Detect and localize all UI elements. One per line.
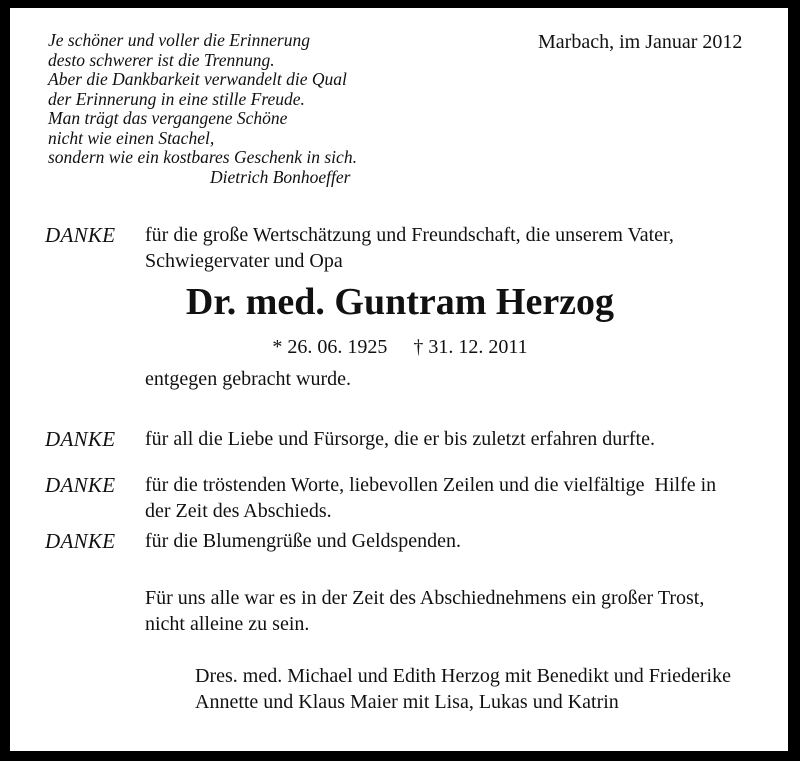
quote-line: Aber die Dankbarkeit verwandelt die Qual — [48, 69, 347, 89]
thanks-section-3 — [45, 472, 785, 524]
danke-label: DANKE — [45, 529, 116, 553]
comfort-paragraph — [145, 585, 704, 637]
quote-line: Man trägt das vergangene Schöne — [48, 108, 288, 128]
thanks-text — [145, 472, 785, 524]
thanks-text — [145, 528, 785, 554]
quote-line: der Erinnerung in eine stille Freude. — [48, 88, 305, 109]
deceased-name: Dr. med. Guntram Herzog — [185, 281, 615, 323]
thanks-text-line: für all die Liebe und Fürsorge, die er bis zuletzt erfahren durfte. — [145, 428, 655, 450]
thanks-section-1 — [45, 222, 785, 274]
thanks-text-line: Schwiegervater und Opa — [145, 250, 343, 272]
memorial-quote — [48, 31, 357, 187]
family-names — [195, 663, 731, 715]
thanks-section-4 — [45, 528, 785, 554]
birth-date: * 26. 06. 1925 — [272, 336, 388, 358]
thanks-section-2 — [45, 426, 785, 452]
thanks-text-line: für die große Wertschätzung und Freundschaft, die unserem Vater, — [145, 224, 674, 246]
danke-label: DANKE — [45, 223, 116, 247]
family-line: Dres. med. Michael und Edith Herzog mit Benedikt und Friederike — [195, 665, 731, 687]
dateline: Marbach, im Januar 2012 — [538, 31, 743, 53]
thanks-text — [145, 426, 785, 452]
family-line: Annette und Klaus Maier mit Lisa, Lukas und Katrin — [195, 691, 619, 713]
comfort-line: Für uns alle war es in der Zeit des Abschiednehmens ein großer Trost, — [145, 587, 705, 609]
thanks-text — [145, 222, 785, 274]
quote-line: desto schwerer ist die Trennung. — [48, 49, 275, 70]
danke-label: DANKE — [45, 427, 116, 451]
life-dates — [0, 336, 800, 359]
closing-line: entgegen gebracht wurde. — [145, 368, 352, 390]
quote-attribution: Dietrich Bonhoeffer — [210, 166, 351, 187]
death-date: † 31. 12. 2011 — [413, 336, 528, 358]
thanks-text-line: für die tröstenden Worte, liebevollen Zeilen und die vielfältige Hilfe in — [145, 474, 717, 496]
danke-label: DANKE — [45, 473, 116, 497]
comfort-line: nicht alleine zu sein. — [145, 613, 310, 635]
quote-line: Je schöner und voller die Erinnerung — [48, 30, 310, 50]
thanks-text-line: der Zeit des Abschieds. — [145, 500, 332, 522]
quote-line: nicht wie einen Stachel, — [48, 127, 215, 148]
thanks-text-line: für die Blumengrüße und Geldspenden. — [145, 530, 462, 552]
quote-line: sondern wie ein kostbares Geschenk in sich. — [48, 147, 357, 167]
